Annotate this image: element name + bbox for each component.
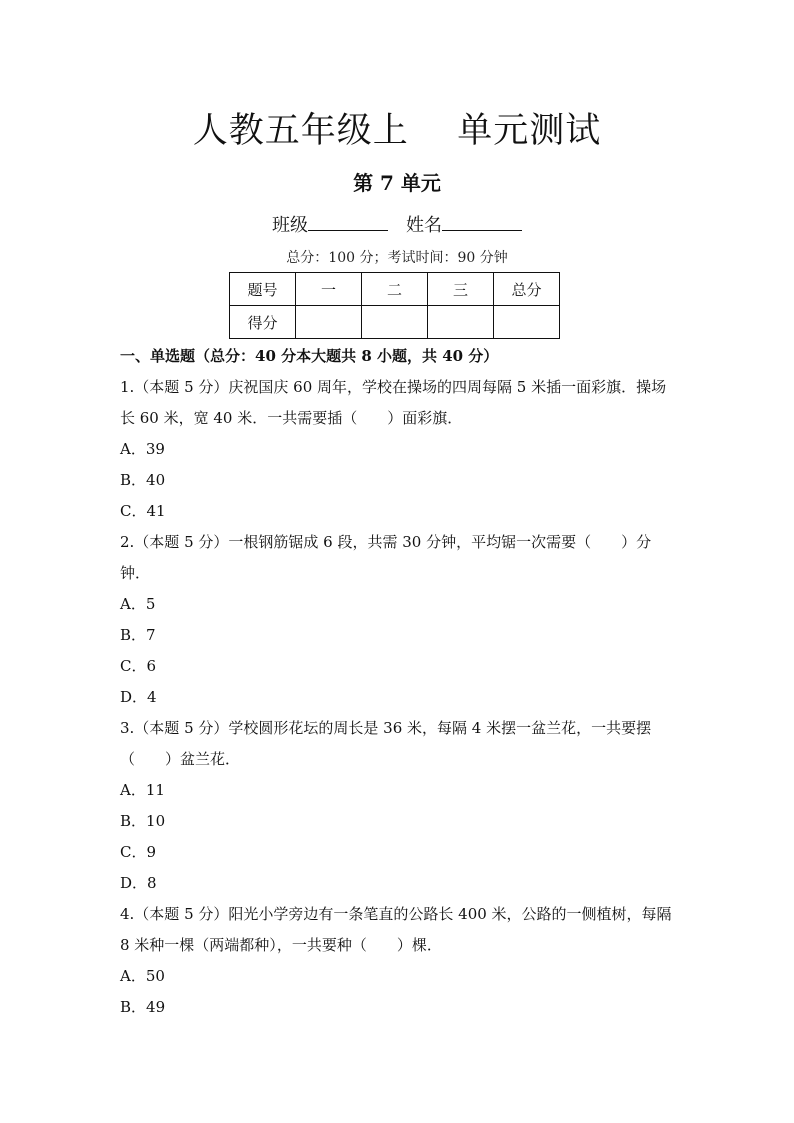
score-cell-empty xyxy=(494,306,560,339)
score-cell-empty xyxy=(362,306,428,339)
answer-option: B．40 xyxy=(120,471,166,489)
score-table-header-row xyxy=(230,273,560,306)
class-label: 班级 xyxy=(272,215,308,236)
question-item xyxy=(120,899,676,1023)
answer-option: D．4 xyxy=(120,688,157,706)
question-stem: 2.（本题 5 分）一根钢筋锯成 6 段，共需 30 分钟，平均锯一次需要（ ）分钟． xyxy=(120,533,652,582)
answer-option: A．5 xyxy=(120,595,156,613)
question-stem: 4.（本题 5 分）阳光小学旁边有一条笔直的公路长 400 米，公路的一侧植树，每隔 8 米种一棵（两端都种），一共要种（ ）棵． xyxy=(120,905,672,954)
question-list xyxy=(120,372,676,1023)
question-item xyxy=(120,713,676,899)
answer-option: B．49 xyxy=(120,998,166,1016)
score-row-label: 得分 xyxy=(230,306,296,339)
score-table xyxy=(229,272,560,339)
score-table-header-cell: 二 xyxy=(362,273,428,306)
score-table-header-cell: 一 xyxy=(296,273,362,306)
answer-option: B．10 xyxy=(120,812,166,830)
answer-option: D．8 xyxy=(120,874,157,892)
score-cell-empty xyxy=(428,306,494,339)
student-info-row xyxy=(0,211,794,237)
score-table-header-cell: 总分 xyxy=(494,273,560,306)
exam-title: 人教五年级上 单元测试 xyxy=(192,111,602,151)
answer-option: A．50 xyxy=(120,967,165,985)
answer-option: A．39 xyxy=(120,440,165,458)
question-item xyxy=(120,372,676,527)
section-heading: 一、单选题（总分：40 分本大题共 8 小题，共 40 分） xyxy=(120,347,499,365)
answer-option: A．11 xyxy=(120,781,165,799)
unit-subtitle: 第 7 单元 xyxy=(353,171,441,195)
question-stem: 3.（本题 5 分）学校圆形花坛的周长是 36 米，每隔 4 米摆一盆兰花，一共要摆（ ）盆兰花． xyxy=(120,719,652,768)
score-and-time-info: 总分：100 分；考试时间：90 分钟 xyxy=(286,250,508,266)
score-cell-empty xyxy=(296,306,362,339)
name-label: 姓名 xyxy=(406,215,442,236)
question-stem: 1.（本题 5 分）庆祝国庆 60 周年，学校在操场的四周每隔 5 米插一面彩旗．操场长 60 米，宽 40 米．一共需要插（ ）面彩旗． xyxy=(120,378,667,427)
answer-option: B．7 xyxy=(120,626,156,644)
answer-option: C．9 xyxy=(120,843,157,861)
question-item xyxy=(120,527,676,713)
class-blank-line xyxy=(308,212,388,231)
answer-option: C．41 xyxy=(120,502,166,520)
answer-option: C．6 xyxy=(120,657,157,675)
score-table-header-cell: 三 xyxy=(428,273,494,306)
score-table-header-cell: 题号 xyxy=(230,273,296,306)
name-blank-line xyxy=(442,212,522,231)
score-table-score-row xyxy=(230,306,560,339)
